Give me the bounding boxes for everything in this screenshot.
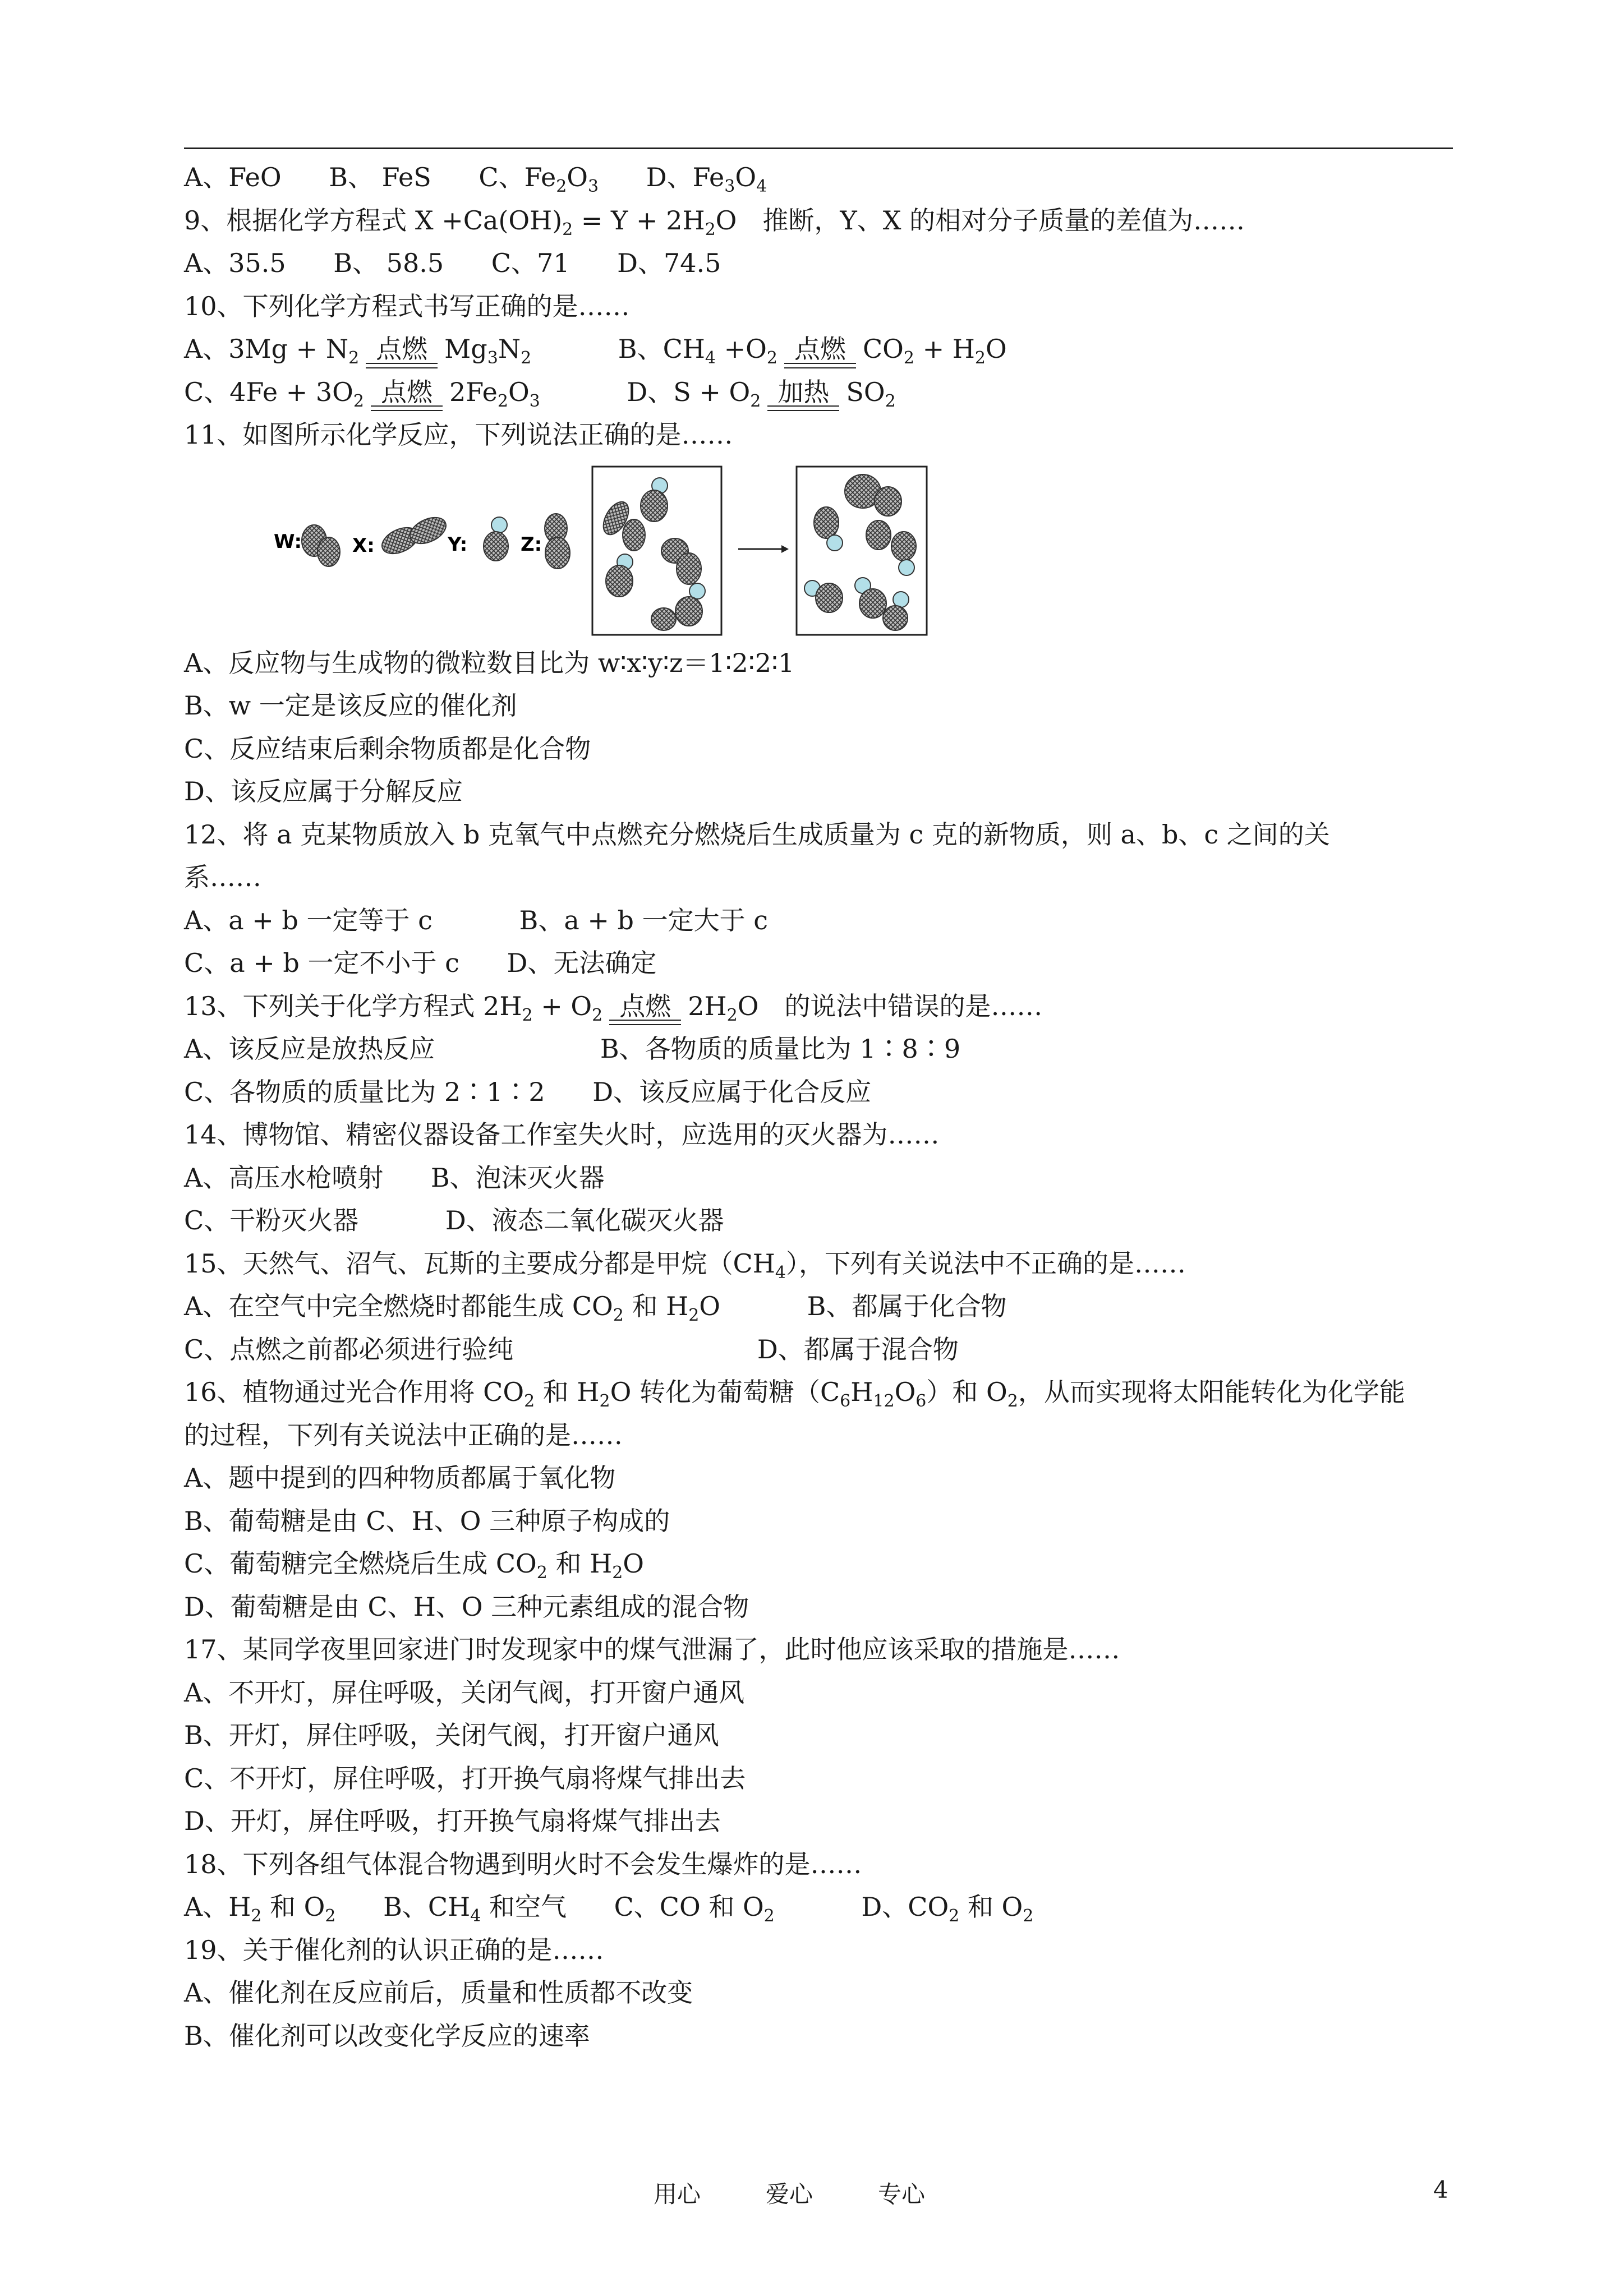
q17-stem: 17、某同学夜里回家进门时发现家中的煤气泄漏了，此时他应该采取的措施是…… <box>184 1634 1120 1665</box>
q12-option-c: C、a + b 一定不小于 c <box>184 948 459 978</box>
reaction-arrow-icon <box>738 545 789 553</box>
legend-label-y: Y: <box>448 533 468 556</box>
q14-option-d: D、液态二氧化碳灭火器 <box>445 1205 724 1235</box>
q8-options <box>184 156 1453 199</box>
q16-option-c: C、葡萄糖完全燃烧后生成 $CO_2$ 和 $H_2O$ <box>184 1548 644 1583</box>
q10-option-c: C、$4Fe + 3O_2$ 点燃 $2Fe_2O_3$ <box>184 377 540 407</box>
q13-option-b: B、各物质的质量比为 1∶8∶9 <box>600 1034 961 1064</box>
q11-option-d: D、该反应属于分解反应 <box>184 776 463 806</box>
q17-option-d: D、开灯，屏住呼吸，打开换气扇将煤气排出去 <box>184 1806 721 1836</box>
q11-option-c: C、反应结束后剩余物质都是化合物 <box>184 733 591 764</box>
q10-stem: 10、下列化学方程式书写正确的是…… <box>184 291 630 321</box>
q9-option-d: D、74.5 <box>617 248 721 278</box>
q14-options-ab <box>184 1156 1453 1200</box>
q12-stem-line2: 系…… <box>184 862 261 892</box>
q18-stem: 18、下列各组气体混合物遇到明火时不会发生爆炸的是…… <box>184 1848 862 1879</box>
q9-option-a: A、35.5 <box>184 248 286 278</box>
q9-stem: 9、根据化学方程式 $X +Ca(OH)_2 = Y + 2H_2O$ 推断，Y、X 的相对分子质量的差值为…… <box>184 205 1245 239</box>
q15-options-cd <box>184 1328 1453 1371</box>
q13-options-ab <box>184 1027 1453 1071</box>
page-number: 4 <box>1433 2176 1448 2203</box>
q14-options-cd <box>184 1199 1453 1242</box>
q12-option-b: B、a + b 一定大于 c <box>519 905 768 935</box>
reaction-condition: 点燃 <box>609 985 681 1028</box>
legend-label-z: Z: <box>521 533 542 556</box>
q11-reaction-figure <box>184 457 1453 642</box>
q15-option-d: D、都属于混合物 <box>757 1334 959 1364</box>
reaction-condition: 加热 <box>767 371 839 414</box>
q9-option-b: B、 58.5 <box>333 248 444 278</box>
footer-motto-2: 爱心 <box>766 2180 813 2208</box>
q10-option-b: B、$CH_4 +O_2$ 点燃 $CO_2 + H_2O$ <box>618 334 1007 364</box>
q15-stem: 15、天然气、沼气、瓦斯的主要成分都是甲烷$(CH_4)$，下列有关说法中不正确的是…… <box>184 1248 1186 1283</box>
q8-option-a: A、FeO <box>184 162 282 192</box>
q18-options <box>184 1885 1453 1929</box>
q11-stem: 11、如图所示化学反应，下列说法正确的是…… <box>184 419 733 450</box>
q15-option-a: A、在空气中完全燃烧时都能生成 $CO_2$ 和 $H_2O$ <box>184 1291 721 1326</box>
q13-option-c: C、各物质的质量比为 2∶1∶2 <box>184 1076 545 1107</box>
q16-stem-line2: 的过程，下列有关说法中正确的是…… <box>184 1419 623 1450</box>
q8-option-c: C、$Fe_2O_3$ <box>479 162 599 197</box>
q10-option-d: D、$S + O_2$ 加热 $SO_2$ <box>627 377 895 407</box>
q18-option-b: B、$CH_4$ 和空气 <box>383 1892 567 1926</box>
molecule-z-icon <box>545 514 570 569</box>
q17-option-a: A、不开灯，屏住呼吸，关闭气阀，打开窗户通风 <box>184 1677 745 1708</box>
q14-option-c: C、干粉灭火器 <box>184 1205 359 1235</box>
q14-option-b: B、泡沫灭火器 <box>430 1162 605 1193</box>
q11-option-a: A、反应物与生成物的微粒数目比为 w∶x∶y∶z＝1∶2∶2∶1 <box>184 647 795 678</box>
q9-options <box>184 242 1453 285</box>
q12-stem-line1: 12、将 a 克某物质放入 b 克氧气中点燃充分燃烧后生成质量为 c 克的新物质，则 a、b、c 之间的关 <box>184 819 1330 850</box>
q13-stem: 13、下列关于化学方程式 $2H_2 + O_2$ 点燃 $2H_2O$ 的说法中错误的是…… <box>184 985 1453 1028</box>
q17-option-c: C、不开灯，屏住呼吸，打开换气扇将煤气排出去 <box>184 1763 746 1794</box>
q12-options-cd <box>184 942 1453 985</box>
reaction-diagram <box>184 457 1453 642</box>
reaction-condition: 点燃 <box>784 328 856 371</box>
reaction-condition: 点燃 <box>371 371 443 414</box>
q12-option-d: D、无法确定 <box>507 948 657 978</box>
q10-options-ab <box>184 328 1453 371</box>
question-list <box>184 156 1453 2057</box>
q16-option-b: B、葡萄糖是由 C、H、O 三种原子构成的 <box>184 1505 670 1536</box>
q13-option-a: A、该反应是放热反应 <box>184 1034 435 1064</box>
q14-option-a: A、高压水枪喷射 <box>184 1162 384 1193</box>
q16-stem-line1: 16、植物通过光合作用将 $CO_2$ 和 $H_2O$ 转化为葡萄糖$(C_6H_{12}O_6)$和 $O_2$，从而实现将太阳能转化为化学能 <box>184 1377 1405 1412</box>
q12-option-a: A、a + b 一定等于 c <box>184 905 433 935</box>
header-rule <box>184 147 1453 149</box>
q19-stem: 19、关于催化剂的认识正确的是…… <box>184 1934 604 1965</box>
q8-option-d: D、$Fe_3O_4$ <box>646 162 767 197</box>
q14-stem: 14、博物馆、精密仪器设备工作室失火时，应选用的灭火器为…… <box>184 1119 940 1150</box>
footer-motto-1: 用心 <box>654 2180 701 2208</box>
q13-options-cd <box>184 1071 1453 1114</box>
q18-option-d: D、$CO_2$ 和 $O_2$ <box>861 1892 1034 1926</box>
q13-option-d: D、该反应属于化合反应 <box>592 1076 872 1107</box>
q18-option-a: A、$H_2$ 和 $O_2$ <box>184 1892 336 1926</box>
q17-option-b: B、开灯，屏住呼吸，关闭气阀，打开窗户通风 <box>184 1720 719 1750</box>
legend-label-x: X: <box>352 534 375 557</box>
molecule-y-icon <box>484 517 508 561</box>
q10-option-a: A、$3Mg + N_2$ 点燃 $Mg_3N_2$ <box>184 334 531 364</box>
reaction-condition: 点燃 <box>366 328 438 371</box>
q19-option-a: A、催化剂在反应前后，质量和性质都不改变 <box>184 1977 693 2008</box>
q11-option-b: B、w 一定是该反应的催化剂 <box>184 690 517 721</box>
legend-label-w: W: <box>274 530 302 553</box>
molecule-x-icon <box>378 512 450 559</box>
q8-option-b: B、 FeS <box>329 162 431 192</box>
footer-motto-3: 专心 <box>878 2180 926 2208</box>
q16-option-a: A、题中提到的四种物质都属于氧化物 <box>184 1463 616 1493</box>
molecule-w-icon <box>302 525 340 566</box>
q19-option-b: B、催化剂可以改变化学反应的速率 <box>184 2020 590 2051</box>
q18-option-c: C、CO 和 $O_2$ <box>614 1892 775 1926</box>
q15-option-c: C、点燃之前都必须进行验纯 <box>184 1334 514 1364</box>
q10-options-cd <box>184 371 1453 414</box>
q15-option-b: B、都属于化合物 <box>807 1291 1007 1321</box>
q15-options-ab <box>184 1285 1453 1328</box>
q12-options-ab <box>184 899 1453 942</box>
q9-option-c: C、71 <box>491 248 570 278</box>
q16-option-d: D、葡萄糖是由 C、H、O 三种元素组成的混合物 <box>184 1591 749 1622</box>
